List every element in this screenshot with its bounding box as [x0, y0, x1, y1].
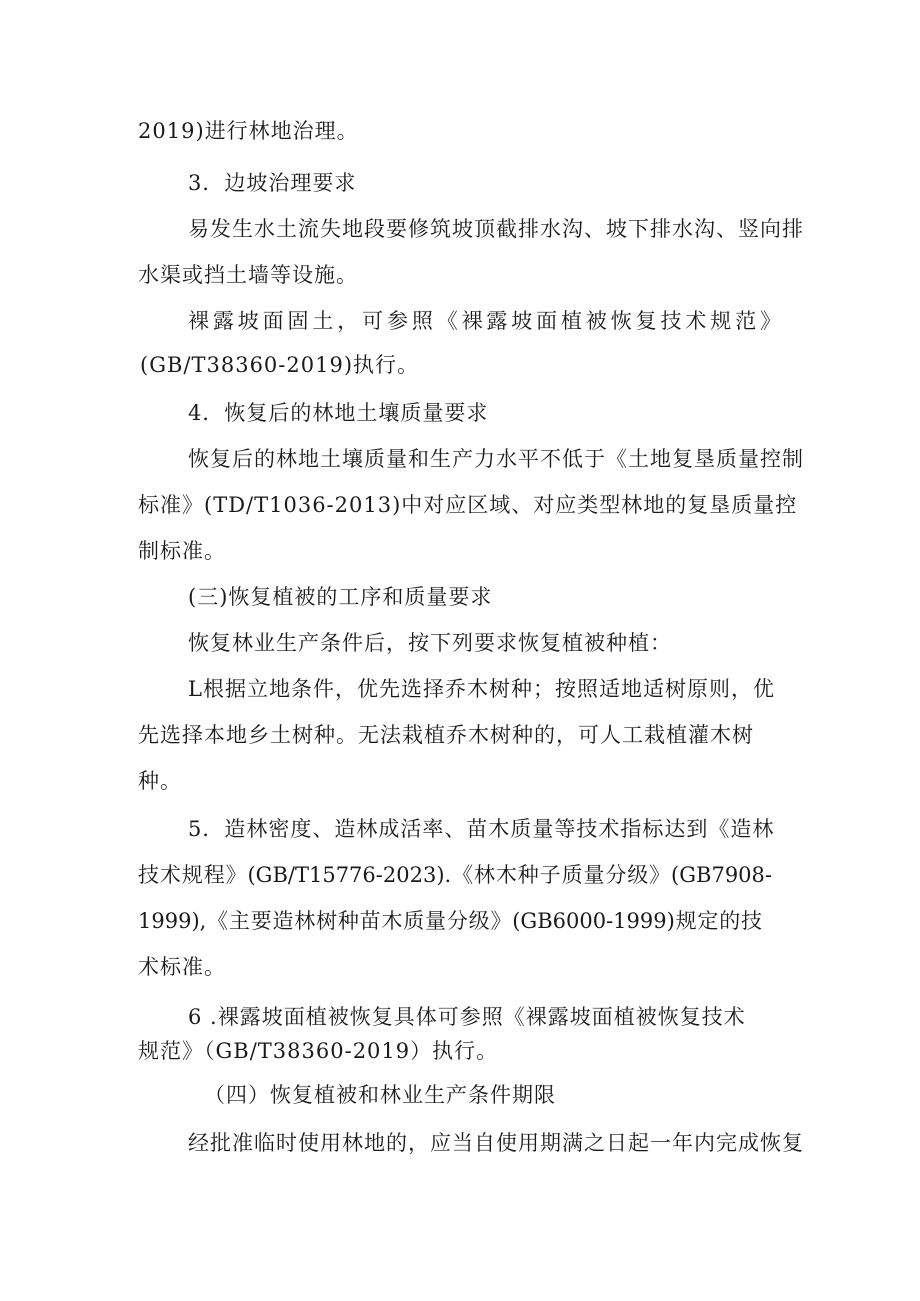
- text-line-19: 术标准。: [138, 955, 226, 979]
- section-heading-four: （四）恢复植被和林业生产条件期限: [204, 1083, 556, 1107]
- text-line-14: 先选择本地乡土树种。无法栽植乔木树种的，可人工栽植灌木树: [138, 723, 754, 747]
- text-line-10: 制标准。: [138, 539, 226, 563]
- section-heading-4: 4．恢复后的林地土壤质量要求: [188, 401, 489, 425]
- section-heading-3: 3．边坡治理要求: [188, 171, 357, 195]
- text-line-17: 技术规程》(GB/T15776-2023).《林木种子质量分级》(GB7908-: [138, 863, 772, 887]
- text-line-20: 6 .裸露坡面植被恢复具体可参照《裸露坡面植被恢复技术: [188, 1005, 746, 1029]
- text-line-18: 1999),《主要造林树种苗木质量分级》(GB6000-1999)规定的技: [138, 909, 762, 933]
- text-line-15: 种。: [138, 769, 182, 793]
- text-line-5: 裸露坡面固土，可参照《裸露坡面植被恢复技术规范》: [188, 309, 782, 333]
- text-line-12: 恢复林业生产条件后，按下列要求恢复植被种植：: [188, 631, 672, 655]
- text-line-9: 标准》(TD/T1036-2013)中对应区域、对应类型林地的复垦质量控: [138, 493, 798, 517]
- section-heading-three: (三)恢复植被的工序和质量要求: [188, 585, 493, 609]
- text-line-13: L根据立地条件，优先选择乔木树种；按照适地适树原则，优: [188, 677, 775, 701]
- text-line-8: 恢复后的林地土壤质量和生产力水平不低于《土地复垦质量控制: [188, 447, 804, 471]
- text-line-4: 水渠或挡土墙等设施。: [138, 263, 358, 287]
- text-line-6: (GB/T38360-2019)执行。: [140, 353, 420, 377]
- text-line-16: 5．造林密度、造林成活率、苗木质量等技术指标达到《造林: [188, 817, 775, 841]
- text-line-21: 规范》（GB/T38360-2019）执行。: [138, 1039, 499, 1063]
- text-line-3: 易发生水土流失地段要修筑坡顶截排水沟、坡下排水沟、竖向排: [188, 217, 804, 241]
- text-line-1: 2019)进行林地治理。: [138, 119, 359, 143]
- text-line-23: 经批准临时使用林地的，应当自使用期满之日起一年内完成恢复: [188, 1131, 804, 1155]
